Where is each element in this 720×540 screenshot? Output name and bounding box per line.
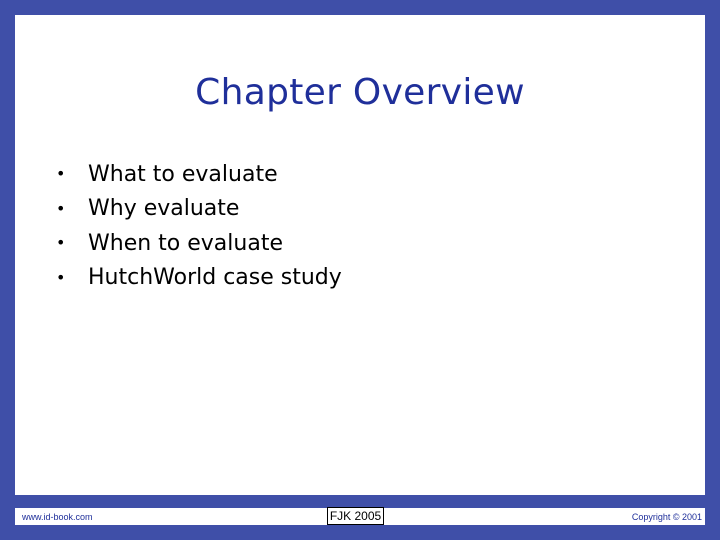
bullet-icon: • <box>56 198 66 218</box>
bullet-item <box>56 261 342 296</box>
bullet-list <box>56 157 342 295</box>
bullet-item <box>56 226 342 261</box>
bullet-text: HutchWorld case study <box>88 265 342 291</box>
bullet-text: What to evaluate <box>88 161 278 187</box>
bullet-item <box>56 157 342 192</box>
bullet-text: Why evaluate <box>88 196 240 222</box>
bullet-icon: • <box>56 164 66 184</box>
bullet-text: When to evaluate <box>88 230 283 256</box>
bullet-icon: • <box>56 233 66 253</box>
footer-website: www.id-book.com <box>22 512 93 522</box>
bullet-icon: • <box>56 267 66 287</box>
slide-title: Chapter Overview <box>195 72 525 113</box>
footer-copyright: Copyright © 2001 <box>631 512 702 522</box>
footer-author-box: FJK 2005 <box>327 507 384 525</box>
bullet-item <box>56 192 342 227</box>
slide-footer <box>0 497 720 540</box>
